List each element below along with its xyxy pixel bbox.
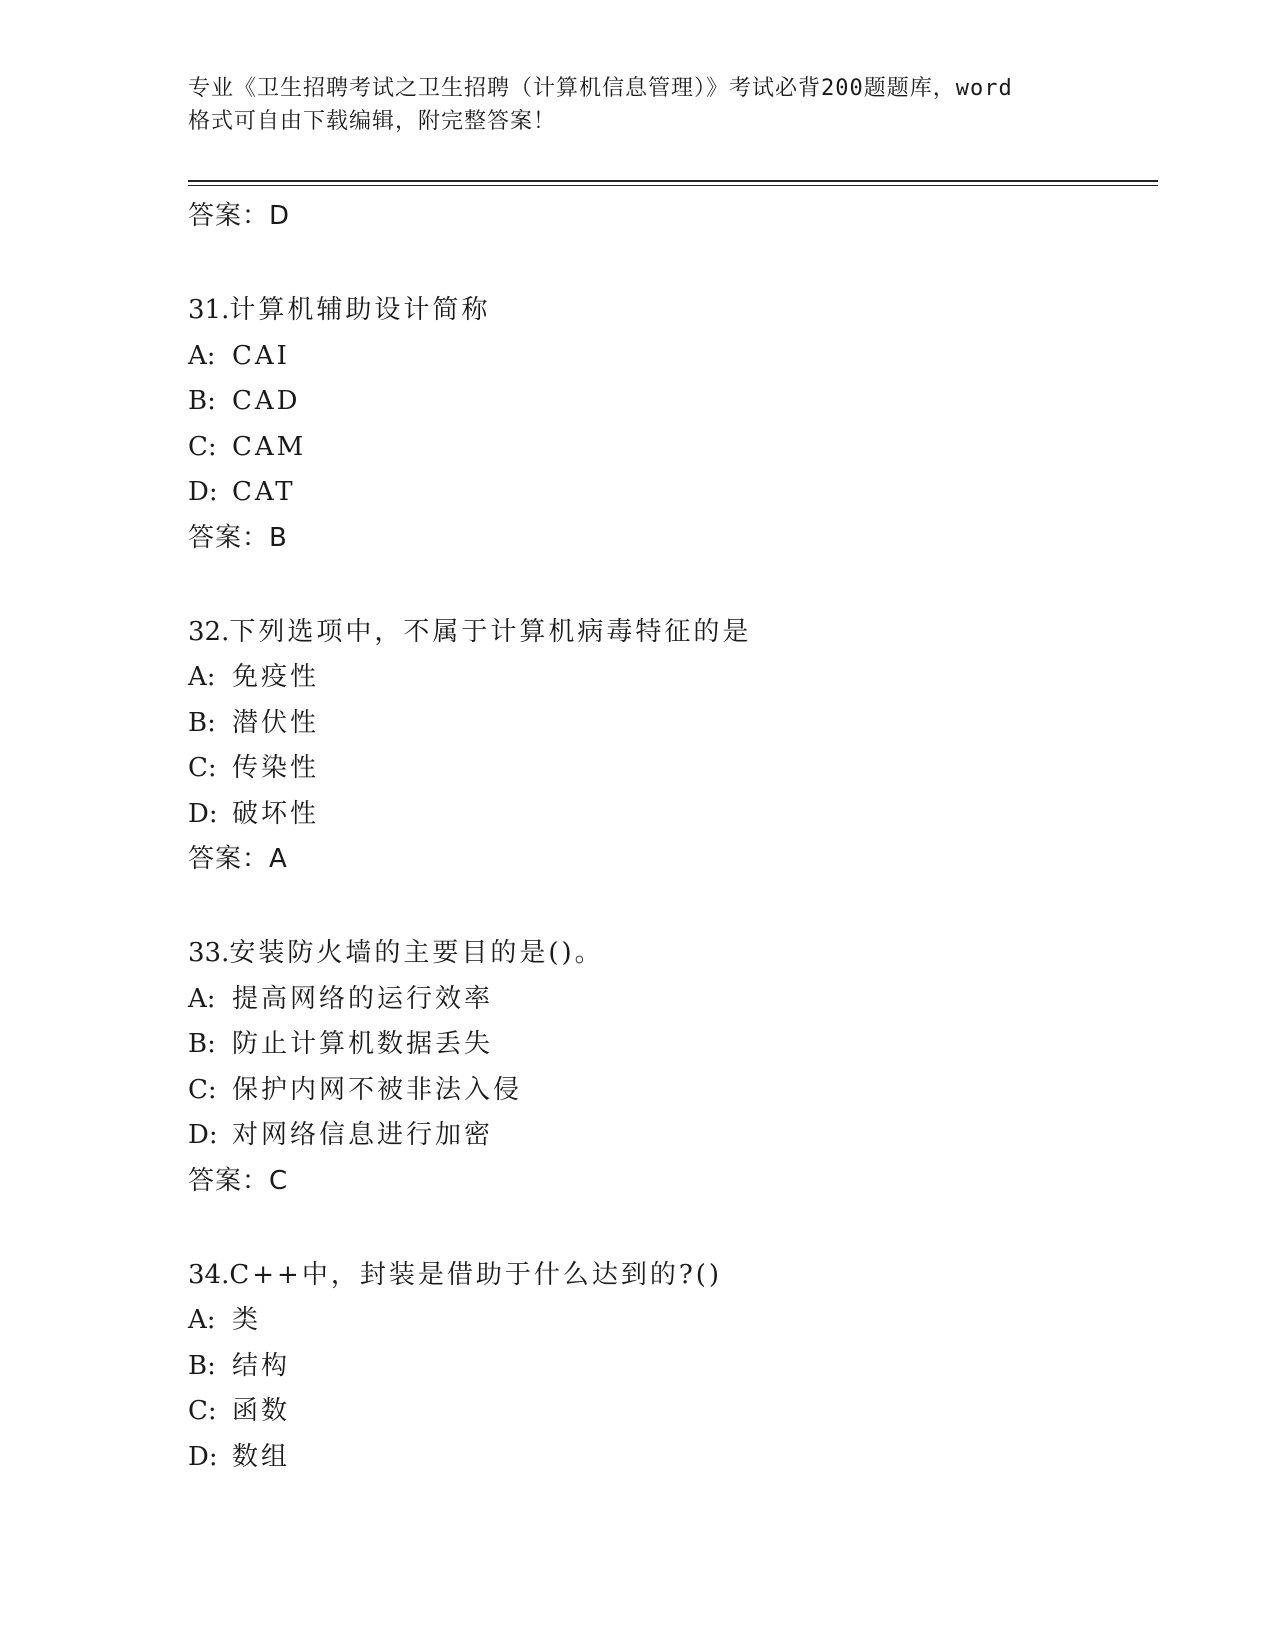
- question-number: 32.: [188, 616, 230, 647]
- option-key: A:: [188, 1305, 216, 1335]
- option-key: D:: [188, 1120, 218, 1150]
- option-key: B:: [188, 1350, 216, 1381]
- option-a: [188, 334, 1158, 380]
- document-page: [188, 72, 1158, 1480]
- option-key: C:: [188, 431, 217, 462]
- option-text: 对网络信息进行加密: [232, 1120, 494, 1150]
- option-key: D:: [188, 477, 218, 507]
- question-text: 计算机辅助设计简称: [229, 295, 491, 325]
- question-33: [188, 931, 1158, 1203]
- option-c: [188, 425, 1158, 471]
- option-b: [188, 1022, 1158, 1068]
- option-text: 结构: [232, 1350, 291, 1381]
- option-text: 保护内网不被非法入侵: [232, 1074, 523, 1105]
- question-answer: 答案：C: [188, 1165, 289, 1196]
- option-d: [188, 470, 1158, 516]
- question-text: C++中，封装是借助于什么达到的?(): [229, 1259, 723, 1290]
- option-key: A:: [188, 662, 216, 692]
- option-text: 潜伏性: [232, 707, 320, 738]
- option-text: 类: [232, 1305, 262, 1335]
- option-key: B:: [188, 707, 216, 738]
- option-d: [188, 792, 1158, 838]
- question-text: 下列选项中，不属于计算机病毒特征的是: [229, 616, 752, 647]
- question-answer: 答案：B: [188, 522, 288, 553]
- option-text: CAD: [232, 386, 301, 416]
- question-title: [188, 1253, 1158, 1299]
- question-32: [188, 610, 1158, 882]
- option-text: 防止计算机数据丢失: [232, 1029, 494, 1059]
- option-key: C:: [188, 753, 217, 783]
- option-key: D:: [188, 1441, 218, 1472]
- question-34: [188, 1253, 1158, 1481]
- header-divider: [188, 180, 1158, 186]
- option-text: 免疫性: [232, 662, 320, 692]
- option-c: [188, 746, 1158, 792]
- option-d: [188, 1113, 1158, 1159]
- option-text: 破坏性: [232, 798, 320, 829]
- option-c: [188, 1068, 1158, 1114]
- option-key: A:: [188, 340, 216, 371]
- option-key: D:: [188, 798, 218, 829]
- question-number: 34.: [188, 1259, 230, 1290]
- option-text: 数组: [232, 1441, 291, 1472]
- question-number: 31.: [188, 295, 230, 325]
- question-text: 安装防火墙的主要目的是()。: [229, 938, 604, 968]
- option-text: 函数: [232, 1396, 291, 1426]
- option-key: C:: [188, 1396, 217, 1426]
- option-key: B:: [188, 1029, 216, 1059]
- option-b: [188, 1344, 1158, 1390]
- option-a: [188, 655, 1158, 701]
- option-d: [188, 1435, 1158, 1481]
- option-text: CAI: [232, 340, 290, 371]
- option-c: [188, 1389, 1158, 1435]
- option-a: [188, 1298, 1158, 1344]
- question-31: [188, 288, 1158, 560]
- option-key: B:: [188, 386, 216, 416]
- header-line-2: 格式可自由下载编辑，附完整答案！: [188, 109, 557, 134]
- header-line-1: 专业《卫生招聘考试之卫生招聘（计算机信息管理）》考试必背200题题库，word: [188, 76, 1013, 101]
- question-title: [188, 931, 1158, 977]
- option-key: C:: [188, 1074, 217, 1105]
- question-title: [188, 288, 1158, 334]
- question-number: 33.: [188, 938, 230, 968]
- option-b: [188, 379, 1158, 425]
- option-text: 传染性: [232, 753, 320, 783]
- option-a: [188, 977, 1158, 1023]
- question-answer: 答案：A: [188, 844, 288, 874]
- option-text: CAT: [232, 477, 296, 507]
- question-title: [188, 610, 1158, 656]
- option-key: A:: [188, 983, 216, 1014]
- document-header: [188, 72, 1158, 138]
- option-text: CAM: [232, 431, 307, 462]
- option-b: [188, 701, 1158, 747]
- option-text: 提高网络的运行效率: [232, 983, 494, 1014]
- previous-answer: 答案：D: [188, 201, 291, 231]
